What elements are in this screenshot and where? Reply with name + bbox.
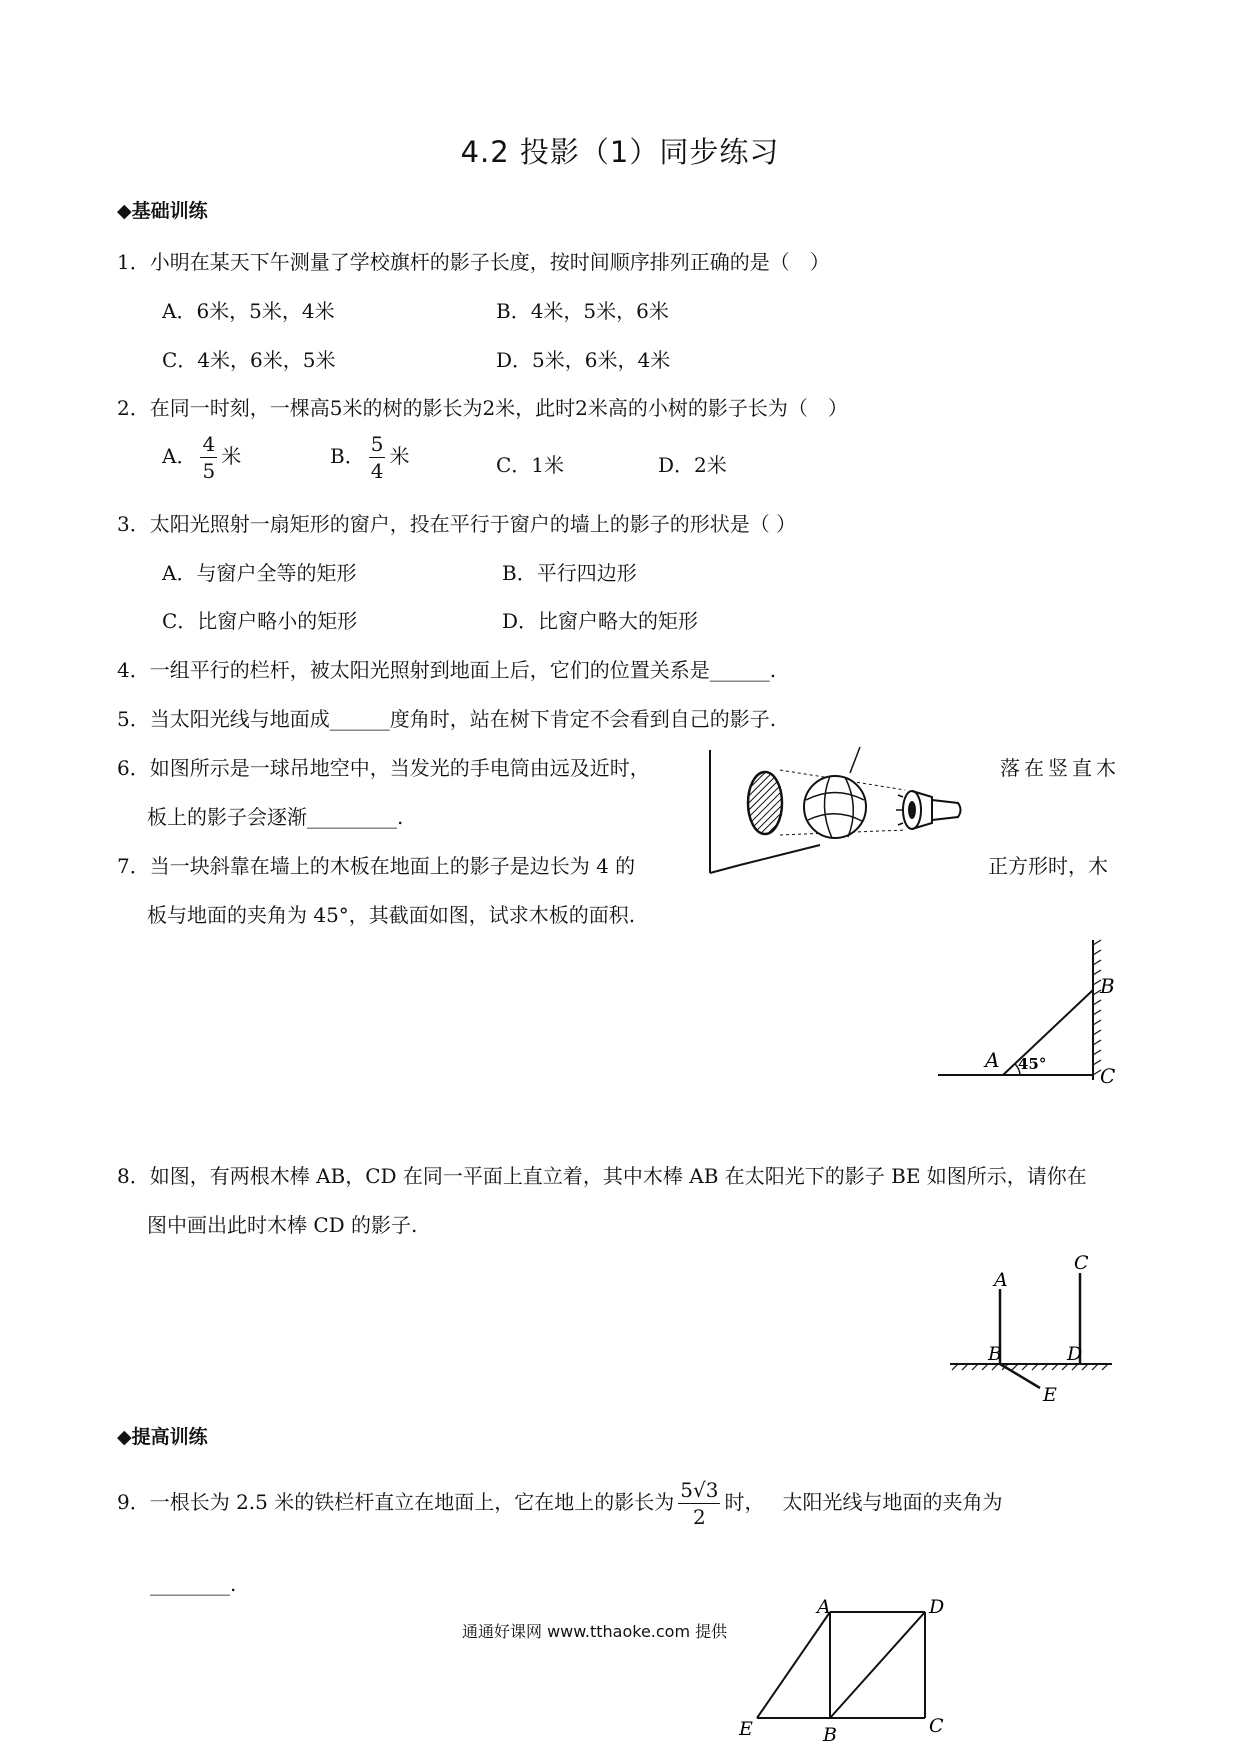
point-label-c: C <box>1074 1252 1089 1274</box>
q2-option-d: D．2米 <box>658 453 727 477</box>
q2-option-c: C．1米 <box>496 453 565 477</box>
q4-stem: 4．一组平行的栏杆，被太阳光照射到地面上后，它们的位置关系是______. <box>117 658 777 682</box>
section-basic-heading: ◆基础训练 <box>117 200 208 222</box>
q6-line1-left: 6．如图所示是一球吊地空中，当发光的手电筒由远及近时， <box>117 756 650 780</box>
point-label-c: C <box>1100 1064 1116 1088</box>
point-label-b: B <box>823 1724 837 1746</box>
two-sticks-figure <box>940 1252 1120 1406</box>
section-advanced-heading: ◆提高训练 <box>117 1426 208 1448</box>
q3-option-b: B．平行四边形 <box>502 561 637 585</box>
point-label-a: A <box>985 1048 1000 1072</box>
parallelogram-figure <box>735 1595 950 1745</box>
q6-line2: 板上的影子会逐渐_________. <box>147 805 404 829</box>
q7-line1-left: 7．当一块斜靠在墙上的木板在地面上的影子是边长为 4 的 <box>117 854 636 878</box>
wall-hatching <box>1093 940 1101 1075</box>
q2-b-unit: 米 <box>389 444 410 468</box>
point-label-b: B <box>1100 974 1115 998</box>
q6-line1-right: 落在竖直木 <box>1000 756 1120 780</box>
flashlight-icon <box>896 791 961 829</box>
q1-stem: 1．小明在某天下午测量了学校旗杆的影子长度，按时间顺序排列正确的是（ ） <box>117 250 830 274</box>
q9-fraction <box>678 1480 720 1527</box>
q9-line1 <box>117 1480 1002 1527</box>
q2-a-unit: 米 <box>221 444 242 468</box>
segment-ae <box>757 1612 830 1718</box>
point-label-b: B <box>988 1343 1002 1365</box>
q2-b-fraction <box>369 434 386 481</box>
q2-b-numerator: 5 <box>370 432 384 456</box>
q9-suffix: 太阳光线与地面的夹角为 <box>782 1490 1003 1514</box>
q2-stem: 2．在同一时刻，一棵高5米的树的影长为2米，此时2米高的小树的影子长为（ ） <box>117 396 848 420</box>
q3-option-d: D．比窗户略大的矩形 <box>502 609 699 633</box>
ball-shadow <box>748 772 782 834</box>
q2-b-prefix: B． <box>330 444 365 468</box>
page-footer: 通通好课网 www.tthaoke.com 提供 <box>462 1622 728 1641</box>
q2-option-a <box>162 434 241 481</box>
board-line-ab <box>1003 990 1093 1075</box>
q3-option-a: A．与窗户全等的矩形 <box>162 561 357 585</box>
q2-a-fraction <box>200 434 217 481</box>
q3-stem: 3．太阳光照射一扇矩形的窗户，投在平行于窗户的墙上的影子的形状是（ ） <box>117 512 797 536</box>
q1-option-b: B．4米，5米，6米 <box>496 299 669 323</box>
q8-line2: 图中画出此时木棒 CD 的影子. <box>147 1213 418 1237</box>
q2-a-prefix: A． <box>162 444 197 468</box>
basketball <box>804 747 866 838</box>
point-label-e: E <box>739 1718 753 1740</box>
q3-option-c: C．比窗户略小的矩形 <box>162 609 358 633</box>
point-label-d: D <box>929 1596 945 1618</box>
q9-blank: ________. <box>150 1572 237 1596</box>
q1-option-d: D．5米，6米，4米 <box>496 348 671 372</box>
q2-b-denominator: 4 <box>370 459 384 483</box>
q9-numerator: 5√3 <box>680 1478 719 1502</box>
q7-line2: 板与地面的夹角为 45°，其截面如图，试求木板的面积. <box>147 903 636 927</box>
q7-line1-right: 正方形时，木 <box>988 854 1108 878</box>
q2-a-numerator: 4 <box>202 432 216 456</box>
page-title: 4.2 投影（1）同步练习 <box>460 135 780 169</box>
q8-line1: 8．如图，有两根木棒 AB，CD 在同一平面上直立着，其中木棒 AB 在太阳光下的影子 BE 如图所示，请你在 <box>117 1164 1087 1188</box>
point-label-c: C <box>929 1715 944 1737</box>
q1-option-c: C．4米，6米，5米 <box>162 348 336 372</box>
q2-a-denominator: 5 <box>202 459 216 483</box>
point-label-e: E <box>1043 1384 1057 1406</box>
q9-prefix: 9．一根长为 2.5 米的铁栏杆直立在地面上，它在地上的影长为 <box>117 1490 675 1514</box>
segment-db <box>830 1612 925 1718</box>
q9-mid: 时， <box>724 1490 765 1514</box>
q2-option-b <box>330 434 409 481</box>
flashlight-ball-figure <box>700 745 970 880</box>
point-label-a: A <box>817 1596 831 1618</box>
point-label-d: D <box>1067 1343 1083 1365</box>
q5-stem: 5．当太阳光线与地面成______度角时，站在树下肯定不会看到自己的影子. <box>117 707 777 731</box>
q9-denominator: 2 <box>692 1505 706 1529</box>
q1-option-a: A．6米，5米，4米 <box>162 299 335 323</box>
angle-label: 45° <box>1018 1055 1047 1073</box>
board-against-wall-figure <box>938 940 1138 1090</box>
point-label-a: A <box>994 1269 1008 1291</box>
